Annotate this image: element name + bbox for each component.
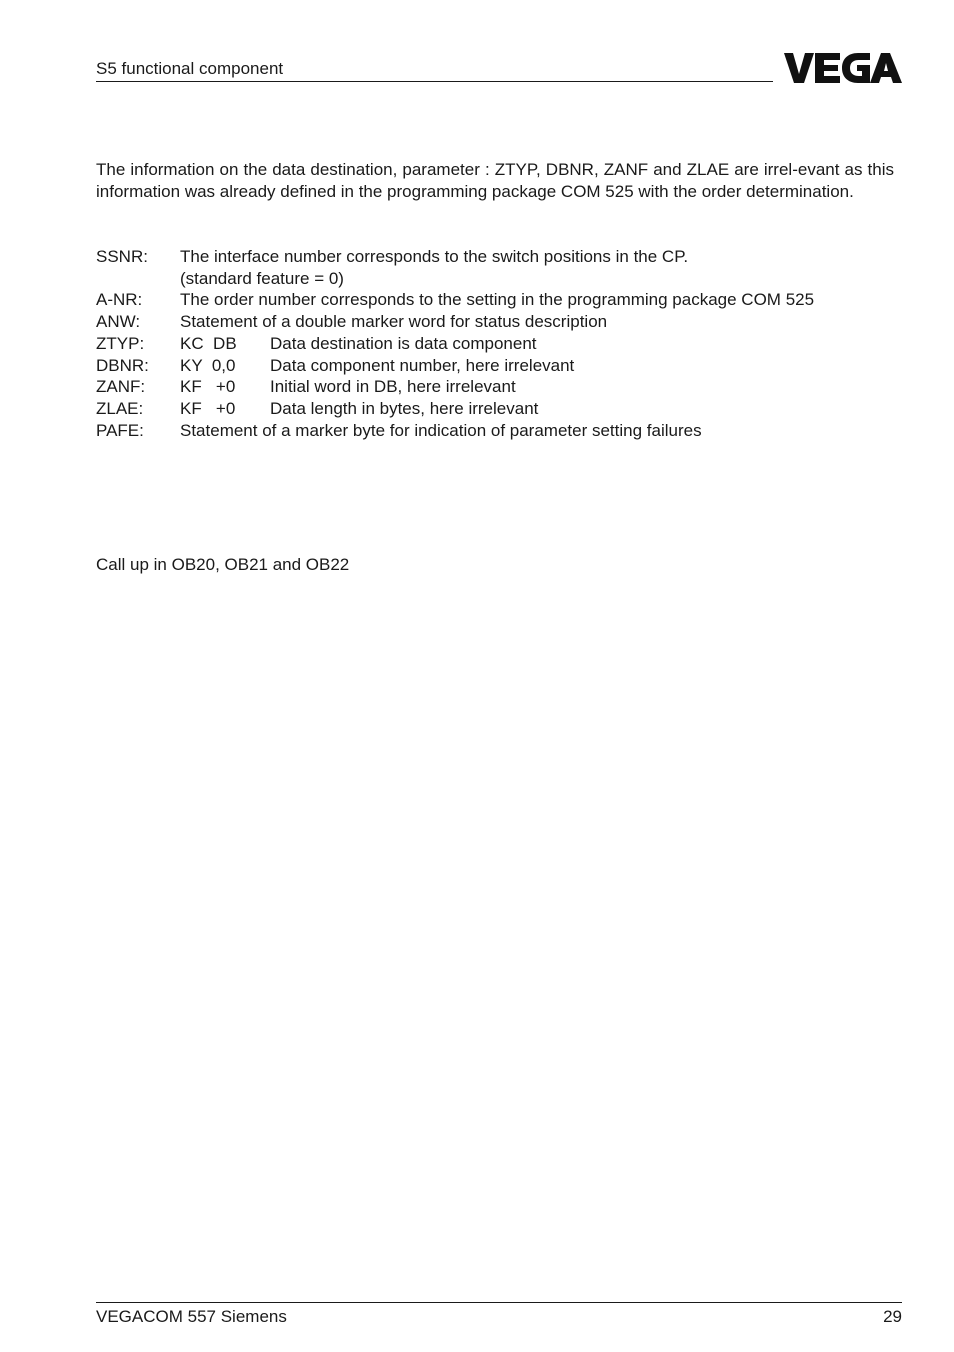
param-desc: Data length in bytes, here irrelevant: [270, 398, 539, 418]
param-anw: [96, 311, 894, 333]
param-dbnr: [96, 355, 894, 377]
param-key: A-NR:: [96, 290, 143, 310]
callup-text: Call up in OB20, OB21 and OB22: [96, 555, 350, 574]
param-desc: Statement of a double marker word for status description: [180, 312, 608, 332]
header-rule: [96, 81, 773, 82]
param-code: KY 0,0: [180, 355, 236, 375]
param-ssnr: [96, 246, 894, 289]
param-desc: The interface number corresponds to the switch positions in the CP.: [180, 247, 689, 266]
vega-logo: [784, 52, 902, 84]
header-title: S5 functional component: [96, 59, 284, 78]
intro-paragraph: The information on the data destination, parameter : ZTYP, DBNR, ZANF and ZLAE are irrel-evant as this information was already defined in the programming package COM 525 with the order determination.: [96, 160, 894, 201]
param-key: ZANF:: [96, 377, 146, 397]
param-desc: Data destination is data component: [270, 333, 537, 353]
param-desc: Initial word in DB, here irrelevant: [270, 377, 516, 397]
param-key: ZLAE:: [96, 398, 144, 418]
footer-page-number: 29: [883, 1307, 902, 1326]
param-desc: The order number corresponds to the setting in the programming package COM 525: [180, 290, 815, 310]
param-desc: Statement of a marker byte for indication of parameter setting failures: [180, 420, 702, 440]
param-zanf: [96, 376, 894, 398]
param-a-nr: [96, 289, 894, 311]
footer-document-title: VEGACOM 557 Siemens: [96, 1307, 287, 1326]
param-desc-note: (standard feature = 0): [180, 268, 344, 288]
param-zlae: [96, 398, 894, 420]
param-key: SSNR:: [96, 247, 148, 266]
param-pafe: [96, 420, 894, 442]
param-key: DBNR:: [96, 355, 149, 375]
param-code: KF +0: [180, 377, 236, 397]
param-desc: Data component number, here irrelevant: [270, 355, 575, 375]
param-code: KF +0: [180, 398, 236, 418]
param-key: PAFE:: [96, 420, 144, 440]
param-code: KC DB: [180, 333, 237, 353]
param-key: ZTYP:: [96, 333, 145, 353]
param-key: ANW:: [96, 312, 141, 332]
parameter-list: [96, 246, 894, 441]
param-ztyp: [96, 333, 894, 355]
footer-rule: [96, 1302, 902, 1303]
